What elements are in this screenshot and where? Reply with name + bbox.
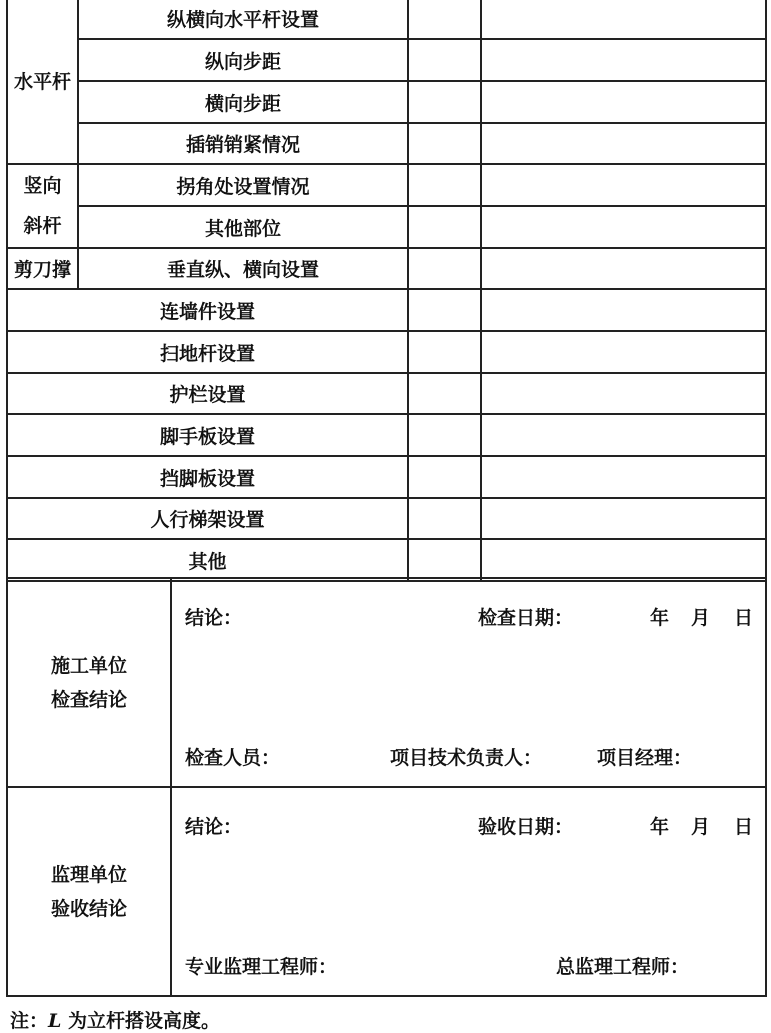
item-other-parts: 其他部位 bbox=[78, 206, 408, 248]
result-cell[interactable] bbox=[408, 289, 481, 331]
note-prefix: 注： bbox=[10, 1010, 49, 1032]
result-cell[interactable] bbox=[408, 498, 481, 539]
remark-cell[interactable] bbox=[481, 456, 766, 498]
footnote bbox=[10, 1006, 220, 1033]
result-cell[interactable] bbox=[408, 81, 481, 123]
note-text: 为立杆搭设高度。 bbox=[61, 1010, 220, 1032]
group-horizontal-bar: 水平杆 bbox=[7, 0, 78, 164]
result-cell[interactable] bbox=[408, 539, 481, 581]
group-scissor-brace: 剪刀撑 bbox=[7, 248, 78, 289]
result-cell[interactable] bbox=[408, 0, 481, 39]
conclusion-label: 结论： bbox=[185, 816, 243, 838]
date-label: 验收日期： bbox=[478, 816, 574, 838]
contractor-label bbox=[7, 578, 171, 787]
item-toe-board: 挡脚板设置 bbox=[7, 456, 408, 498]
remark-cell[interactable] bbox=[481, 39, 766, 81]
remark-cell[interactable] bbox=[481, 81, 766, 123]
result-cell[interactable] bbox=[408, 164, 481, 206]
year-label: 年 bbox=[650, 607, 670, 629]
item-corner-setting: 拐角处设置情况 bbox=[78, 164, 408, 206]
remark-cell[interactable] bbox=[481, 373, 766, 414]
remark-cell[interactable] bbox=[481, 414, 766, 456]
remark-cell[interactable] bbox=[481, 498, 766, 539]
remark-cell[interactable] bbox=[481, 164, 766, 206]
month-label: 月 bbox=[691, 607, 711, 629]
tech-lead-label: 项目技术负责人： bbox=[390, 747, 543, 769]
remark-cell[interactable] bbox=[481, 206, 766, 248]
remark-cell[interactable] bbox=[481, 248, 766, 289]
chief-label: 总监理工程师： bbox=[556, 956, 690, 978]
date-label: 检查日期： bbox=[478, 607, 574, 629]
result-cell[interactable] bbox=[408, 331, 481, 373]
remark-cell[interactable] bbox=[481, 289, 766, 331]
item-scaffold-board: 脚手板设置 bbox=[7, 414, 408, 456]
result-cell[interactable] bbox=[408, 414, 481, 456]
day-label: 日 bbox=[734, 816, 754, 838]
group-label-line: 竖向 bbox=[23, 175, 62, 197]
group-label-line: 斜杆 bbox=[23, 215, 62, 237]
inspector-label: 检查人员： bbox=[185, 747, 281, 769]
remark-cell[interactable] bbox=[481, 539, 766, 581]
remark-cell[interactable] bbox=[481, 331, 766, 373]
item-transverse-step: 横向步距 bbox=[78, 81, 408, 123]
year-label: 年 bbox=[650, 816, 670, 838]
item-vertical-brace: 垂直纵、横向设置 bbox=[78, 248, 408, 289]
remark-cell[interactable] bbox=[481, 0, 766, 39]
item-sweep-bar: 扫地杆设置 bbox=[7, 331, 408, 373]
item-guardrail: 护栏设置 bbox=[7, 373, 408, 414]
contractor-block[interactable] bbox=[171, 578, 766, 787]
item-pin-locking: 插销销紧情况 bbox=[78, 123, 408, 164]
note-variable: L bbox=[48, 1010, 62, 1032]
day-label: 日 bbox=[734, 607, 754, 629]
result-cell[interactable] bbox=[408, 248, 481, 289]
label-line: 检查结论 bbox=[50, 688, 127, 711]
manager-label: 项目经理： bbox=[597, 747, 693, 769]
label-line: 施工单位 bbox=[50, 654, 127, 677]
item-wall-tie: 连墙件设置 bbox=[7, 289, 408, 331]
result-cell[interactable] bbox=[408, 456, 481, 498]
result-cell[interactable] bbox=[408, 373, 481, 414]
inspection-table bbox=[6, 0, 767, 582]
supervisor-label bbox=[7, 787, 171, 996]
result-cell[interactable] bbox=[408, 39, 481, 81]
item-horizontal-bar-setting: 纵横向水平杆设置 bbox=[78, 0, 408, 39]
result-cell[interactable] bbox=[408, 206, 481, 248]
item-ladder: 人行梯架设置 bbox=[7, 498, 408, 539]
group-vertical-diagonal bbox=[7, 164, 78, 248]
signature-table bbox=[6, 577, 767, 997]
label-line: 监理单位 bbox=[50, 863, 127, 886]
result-cell[interactable] bbox=[408, 123, 481, 164]
engineer-label: 专业监理工程师： bbox=[185, 956, 338, 978]
item-longitudinal-step: 纵向步距 bbox=[78, 39, 408, 81]
conclusion-label: 结论： bbox=[185, 607, 243, 629]
remark-cell[interactable] bbox=[481, 123, 766, 164]
month-label: 月 bbox=[691, 816, 711, 838]
supervisor-block[interactable] bbox=[171, 787, 766, 996]
label-line: 验收结论 bbox=[50, 897, 127, 920]
item-other: 其他 bbox=[7, 539, 408, 581]
